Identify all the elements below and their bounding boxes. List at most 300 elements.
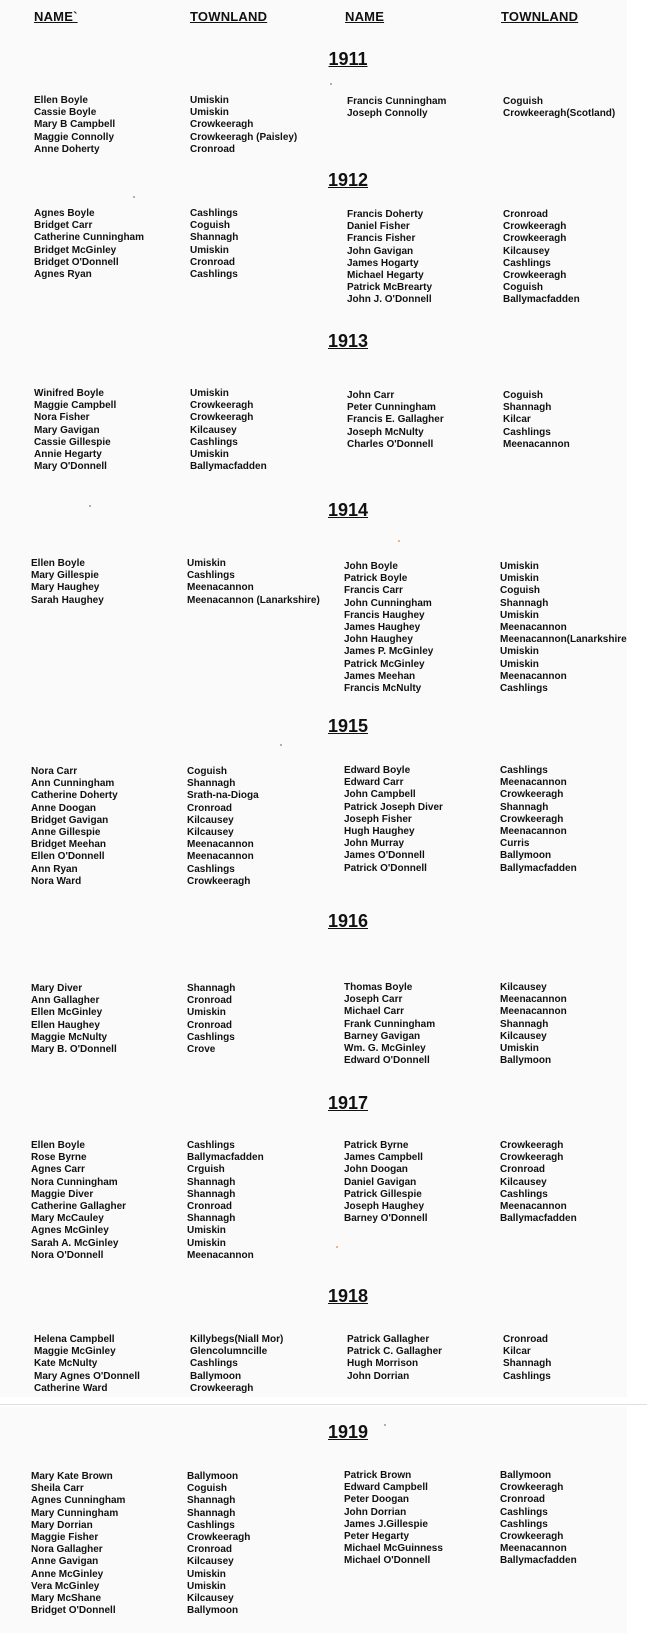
- girl-townland: Kilcausey: [187, 826, 234, 838]
- boy-name: Francis Cunningham: [347, 96, 447, 107]
- girl-name: Agnes Cunningham: [31, 1495, 126, 1507]
- page-gap: [0, 1397, 647, 1407]
- boy-name-column: [347, 96, 446, 120]
- girl-name: Mary Haughey: [31, 582, 100, 594]
- boy-name: Patrick McBrearty: [347, 282, 433, 294]
- boy-name: John Murray: [344, 838, 405, 850]
- girl-name: Nora Gallagher: [31, 1544, 103, 1556]
- girl-townland: Cronroad: [190, 143, 235, 155]
- girl-name: Annie Hegarty: [34, 448, 102, 460]
- year-heading: 1918: [327, 1286, 369, 1306]
- girl-name: Mary O'Donnell: [34, 461, 107, 473]
- boy-name: Edward Boyle: [344, 765, 411, 776]
- girl-townland: Killybegs(Niall Mor): [190, 1334, 284, 1345]
- boy-name-column: [344, 1140, 428, 1225]
- year-heading: 1912: [327, 170, 369, 190]
- boy-name: Barney Gavigan: [344, 1030, 421, 1042]
- boy-name: Joseph McNulty: [347, 426, 424, 438]
- girl-townland: Cashlings: [190, 436, 238, 448]
- boy-townland-column: [503, 390, 570, 451]
- girl-townland: Shannagh: [190, 232, 239, 244]
- boy-townland: Crowkeeragh: [500, 813, 564, 825]
- girl-townland: Cashlings: [187, 1031, 235, 1043]
- girl-townland: Umiskin: [187, 558, 226, 569]
- boy-townland: Meenacannon: [500, 621, 567, 633]
- boy-townland-column: [500, 765, 577, 875]
- boy-townland: Crowkeeragh: [503, 269, 567, 281]
- girl-townland: Cronroad: [187, 1544, 232, 1556]
- girl-name: Ellen Haughey: [31, 1019, 100, 1031]
- year-heading: 1911: [328, 49, 368, 69]
- girl-name: Mary B. O'Donnell: [31, 1043, 117, 1055]
- boy-name: James P. McGinley: [344, 646, 434, 658]
- girl-name: Bridget O'Donnell: [34, 256, 119, 268]
- girl-name-column: [31, 1471, 125, 1617]
- boy-townland: Ballymacfadden: [500, 862, 577, 874]
- speck: [89, 505, 91, 507]
- boy-name-column: [344, 561, 433, 695]
- girl-name: Vera McGinley: [31, 1580, 100, 1592]
- boy-name: Peter Cunningham: [347, 402, 436, 414]
- girl-name: Rose Byrne: [31, 1152, 87, 1164]
- boy-townland: Kilcausey: [500, 1030, 547, 1042]
- boy-name: Patrick Gallagher: [347, 1334, 430, 1345]
- boy-townland: Crowkeeragh: [500, 1530, 564, 1542]
- boy-townland: Shannagh: [500, 597, 549, 609]
- boy-townland: Ballymoon: [500, 850, 552, 862]
- girl-townland: Crowkeeragh: [190, 1382, 254, 1394]
- boy-townland: Ballymacfadden: [503, 294, 580, 306]
- girl-name: Ellen Boyle: [31, 558, 85, 569]
- boy-townland: Ballymacfadden: [500, 1555, 577, 1567]
- girl-townland: Umiskin: [190, 388, 229, 399]
- boy-name: Michael Carr: [344, 1006, 405, 1018]
- header-name-right: NAME: [345, 9, 385, 24]
- year-heading: 1919: [327, 1422, 369, 1442]
- girl-townland-column: [187, 766, 259, 888]
- boy-townland: Kilcar: [503, 414, 531, 426]
- girl-name: Bridget O'Donnell: [31, 1605, 116, 1617]
- girl-name-column: [34, 388, 116, 473]
- boy-name: Joseph Haughey: [344, 1200, 425, 1212]
- boy-townland-column: [500, 561, 627, 695]
- girl-name: Maggie Fisher: [31, 1531, 99, 1543]
- boy-townland: Cashlings: [503, 1370, 551, 1382]
- girl-townland-column: [190, 95, 297, 156]
- header-townland-right: TOWNLAND: [501, 9, 579, 24]
- girl-name: Mary Agnes O'Donnell: [34, 1370, 140, 1382]
- girl-name-column: [31, 766, 118, 888]
- girl-townland: Kilcausey: [190, 424, 237, 436]
- girl-name: Nora Fisher: [34, 412, 90, 424]
- boy-name: John Carr: [347, 390, 395, 401]
- boy-townland: Umiskin: [500, 561, 539, 572]
- girl-name: Mary Gavigan: [34, 424, 100, 436]
- boy-townland: Cronroad: [503, 209, 548, 220]
- boy-townland: Shannagh: [503, 402, 552, 414]
- boy-townland: Ballymoon: [500, 1055, 552, 1067]
- boy-townland: Coguish: [503, 390, 543, 401]
- girl-name: Catherine Doherty: [31, 790, 118, 802]
- girl-townland-column: [187, 1471, 250, 1617]
- girl-townland: Shannagh: [187, 983, 236, 994]
- boy-name: Joseph Fisher: [344, 813, 412, 825]
- girl-townland: Shannagh: [187, 1507, 236, 1519]
- boy-name: James O'Donnell: [344, 850, 425, 862]
- boy-name: Francis Doherty: [347, 209, 424, 220]
- boy-name: James Hogarty: [347, 257, 419, 269]
- boy-name: Francis E. Gallagher: [347, 414, 444, 426]
- boy-name-column: [347, 1334, 442, 1383]
- girl-townland: Cashlings: [190, 1358, 238, 1370]
- girl-townland: Meenacannon: [187, 839, 254, 851]
- boy-name-column: [347, 209, 432, 307]
- boy-townland: Kilcausey: [500, 1176, 547, 1188]
- boy-name: John Boyle: [344, 561, 398, 572]
- boy-townland: Cashlings: [500, 682, 548, 694]
- girl-name: Maggie Diver: [31, 1188, 94, 1200]
- boy-name: Barney O'Donnell: [344, 1213, 428, 1225]
- girl-name: Agnes McGinley: [31, 1225, 109, 1237]
- speck: [133, 196, 135, 198]
- girl-name: Maggie McGinley: [34, 1346, 116, 1358]
- header-name-left: NAME`: [34, 9, 78, 24]
- girl-name: Anne McGinley: [31, 1568, 104, 1580]
- year-heading: 1916: [327, 911, 369, 931]
- girl-name: Sarah Haughey: [31, 594, 104, 606]
- girl-townland-column: [187, 983, 235, 1056]
- girl-townland: Ballymoon: [187, 1605, 239, 1617]
- girl-name: Nora Cunningham: [31, 1176, 118, 1188]
- boy-townland: Coguish: [500, 585, 540, 597]
- boy-townland: Cronroad: [500, 1494, 545, 1506]
- boy-name: Thomas Boyle: [344, 982, 413, 993]
- girl-townland: Umiskin: [187, 1568, 226, 1580]
- boy-townland-column: [500, 1470, 577, 1568]
- girl-townland: Coguish: [190, 220, 230, 232]
- girl-townland-column: [190, 388, 267, 473]
- girl-townland: Coguish: [187, 1483, 227, 1495]
- girl-townland: Umiskin: [190, 107, 229, 119]
- boy-name: James Meehan: [344, 670, 416, 682]
- girl-name: Anne Doogan: [31, 802, 96, 814]
- girl-name: Winifred Boyle: [34, 388, 104, 399]
- girl-townland: Kilcausey: [187, 1592, 234, 1604]
- boy-name: Patrick O'Donnell: [344, 862, 427, 874]
- speck: [336, 1246, 338, 1248]
- boy-townland: Meenacannon: [500, 670, 567, 682]
- girl-townland: Cashlings: [187, 1140, 235, 1151]
- girl-townland: Cronroad: [190, 256, 235, 268]
- girl-name: Anne Doherty: [34, 143, 100, 155]
- girl-name: Kate McNulty: [34, 1358, 98, 1370]
- girl-townland: Cashlings: [187, 1519, 235, 1531]
- girl-name: Bridget Meehan: [31, 839, 107, 851]
- girl-name: Cassie Boyle: [34, 107, 97, 119]
- boy-townland: Umiskin: [500, 1042, 539, 1054]
- boy-townland: Shannagh: [500, 801, 549, 813]
- girl-name: Mary Kate Brown: [31, 1471, 113, 1482]
- boy-name: John Campbell: [344, 789, 416, 801]
- boy-name: Michael Hegarty: [347, 269, 424, 281]
- girl-townland: Shannagh: [187, 778, 236, 790]
- girl-townland: Ballymacfadden: [190, 461, 267, 473]
- boy-name: Francis Fisher: [347, 233, 416, 245]
- boy-townland: Crowkeeragh: [500, 789, 564, 801]
- girl-name: Mary Dorrian: [31, 1519, 93, 1531]
- boy-name: John J. O'Donnell: [347, 294, 432, 306]
- boy-name: John Cunningham: [344, 597, 432, 609]
- boy-name: Patrick Byrne: [344, 1140, 409, 1151]
- girl-townland: Ballymacfadden: [187, 1152, 264, 1164]
- girl-townland: Shannagh: [187, 1188, 236, 1200]
- boy-name: James J.Gillespie: [344, 1518, 428, 1530]
- speck: [384, 1424, 386, 1426]
- boy-townland: Cashlings: [500, 1188, 548, 1200]
- boy-townland: Meenacannon: [500, 1200, 567, 1212]
- boy-name: Frank Cunningham: [344, 1018, 436, 1030]
- girl-name: Maggie Connolly: [34, 131, 114, 143]
- girl-townland: Crguish: [187, 1164, 225, 1176]
- girl-townland: Shannagh: [187, 1495, 236, 1507]
- girl-name: Anne Gillespie: [31, 826, 101, 838]
- boy-townland: Shannagh: [503, 1358, 552, 1370]
- girl-name: Ann Cunningham: [31, 778, 115, 790]
- boy-name: John Gavigan: [347, 245, 414, 257]
- girl-name: Ellen O'Donnell: [31, 851, 105, 863]
- boy-townland: Crowkeeragh: [500, 1482, 564, 1494]
- girl-townland: Crowkeeragh (Paisley): [190, 131, 298, 143]
- boy-name-column: [344, 1470, 443, 1568]
- boy-name-column: [347, 390, 444, 451]
- girl-townland: Shannagh: [187, 1213, 236, 1225]
- boy-name: Patrick Joseph Diver: [344, 801, 443, 813]
- boy-townland: Cashlings: [503, 257, 551, 269]
- girl-townland: Umiskin: [187, 1007, 226, 1019]
- girl-name: Nora Carr: [31, 766, 78, 777]
- boy-townland: Ballymoon: [500, 1470, 552, 1481]
- boy-name: Edward Campbell: [344, 1482, 428, 1494]
- boy-townland: Meenacannon: [500, 777, 567, 789]
- girl-townland: Coguish: [187, 766, 227, 777]
- girl-name-column: [31, 558, 104, 607]
- boy-townland: Meenacannon(Lanarkshire: [500, 634, 627, 646]
- boy-name: James Campbell: [344, 1152, 423, 1164]
- header-townland-left: TOWNLAND: [190, 9, 268, 24]
- girl-townland: Cashlings: [187, 570, 235, 582]
- girl-townland: Cronroad: [187, 1019, 232, 1031]
- boy-name: Patrick Brown: [344, 1470, 412, 1481]
- girl-townland: Cronroad: [187, 802, 232, 814]
- boy-townland: Meenacannon: [500, 994, 567, 1006]
- boy-townland: Umiskin: [500, 573, 539, 585]
- girl-townland: Meenacannon: [187, 1249, 254, 1261]
- boy-name: Joseph Carr: [344, 994, 403, 1006]
- boy-name: Patrick C. Gallagher: [347, 1346, 443, 1358]
- girl-townland: Glencolumncille: [190, 1346, 268, 1358]
- girl-townland: Umiskin: [190, 448, 229, 460]
- boy-name: Patrick McGinley: [344, 658, 425, 670]
- boy-townland: Umiskin: [500, 658, 539, 670]
- girl-name: Cassie Gillespie: [34, 436, 111, 448]
- girl-name: Mary Gillespie: [31, 570, 99, 582]
- boy-townland: Curris: [500, 838, 530, 850]
- girl-name: Nora Ward: [31, 875, 82, 887]
- girl-name: Mary B Campbell: [34, 119, 116, 131]
- boy-name: Peter Hegarty: [344, 1530, 410, 1542]
- girl-name: Bridget Carr: [34, 220, 93, 232]
- girl-name: Catherine Cunningham: [34, 232, 145, 244]
- boy-townland: Crowkeeragh: [500, 1152, 564, 1164]
- boy-name: John Doogan: [344, 1164, 408, 1176]
- girl-townland: Umiskin: [190, 95, 229, 106]
- girl-name: Mary Diver: [31, 983, 83, 994]
- boy-name: John Dorrian: [347, 1370, 410, 1382]
- boy-name: Daniel Gavigan: [344, 1176, 417, 1188]
- boy-name: Daniel Fisher: [347, 221, 410, 233]
- girl-name: Maggie Campbell: [34, 400, 117, 412]
- girl-name: Anne Gavigan: [31, 1556, 99, 1568]
- boy-townland: Crowkeeragh(Scotland): [503, 108, 616, 120]
- boy-townland: Cronroad: [503, 1334, 548, 1345]
- girl-townland: Umiskin: [187, 1237, 226, 1249]
- year-heading: 1913: [327, 331, 369, 351]
- boy-townland: Shannagh: [500, 1018, 549, 1030]
- boy-name-column: [344, 982, 435, 1067]
- speck: [280, 744, 282, 746]
- boy-townland-column: [503, 209, 580, 307]
- girl-townland: Umiskin: [190, 244, 229, 256]
- boy-townland-column: [500, 1140, 577, 1225]
- girl-name-column: [31, 983, 117, 1056]
- girl-name: Sheila Carr: [31, 1483, 84, 1495]
- boy-townland: Cashlings: [500, 1518, 548, 1530]
- girl-townland: Ballymoon: [190, 1370, 242, 1382]
- boy-townland: Umiskin: [500, 609, 539, 621]
- girl-townland: Meenacannon (Lanarkshire): [187, 594, 320, 606]
- boy-name: Patrick Boyle: [344, 573, 408, 585]
- boy-townland: Cashlings: [503, 426, 551, 438]
- boy-townland: Kilcausey: [503, 245, 550, 257]
- girl-townland: Cashlings: [187, 863, 235, 875]
- girl-townland: Umiskin: [187, 1580, 226, 1592]
- girl-townland: Crowkeeragh: [190, 119, 254, 131]
- boy-townland: Meenacannon: [500, 1006, 567, 1018]
- boy-townland-column: [503, 96, 615, 120]
- boy-townland: Ballymacfadden: [500, 1213, 577, 1225]
- girl-townland-column: [190, 1334, 283, 1395]
- boy-name: Francis Haughey: [344, 609, 425, 621]
- girl-townland: Crove: [187, 1043, 216, 1055]
- boy-name: Francis McNulty: [344, 682, 422, 694]
- boy-name: Hugh Morrison: [347, 1358, 419, 1370]
- boy-name: Edward Carr: [344, 777, 404, 789]
- girl-townland-column: [187, 558, 320, 607]
- girl-townland: Cashlings: [190, 208, 238, 219]
- year-heading: 1914: [327, 500, 369, 520]
- boy-townland: Crowkeeragh: [503, 233, 567, 245]
- boy-townland: Coguish: [503, 282, 543, 294]
- girl-townland: Meenacannon: [187, 851, 254, 863]
- boy-name: Charles O'Donnell: [347, 438, 434, 450]
- girl-townland: Meenacannon: [187, 582, 254, 594]
- boy-name: Hugh Haughey: [344, 825, 415, 837]
- year-heading: 1917: [327, 1093, 369, 1113]
- girl-name: Ellen Boyle: [31, 1140, 85, 1151]
- girl-name: Ellen Boyle: [34, 95, 88, 106]
- girl-name: Sarah A. McGinley: [31, 1237, 119, 1249]
- girl-name: Agnes Carr: [31, 1164, 85, 1176]
- girl-name: Nora O'Donnell: [31, 1249, 104, 1261]
- girl-name: Agnes Boyle: [34, 208, 95, 219]
- girl-name: Catherine Ward: [34, 1382, 108, 1394]
- girl-townland: Crowkeeragh: [190, 400, 254, 412]
- girl-name: Agnes Ryan: [34, 268, 92, 280]
- girl-townland: Kilcausey: [187, 814, 234, 826]
- boy-townland: Meenacannon: [500, 1543, 567, 1555]
- girl-name-column: [34, 1334, 140, 1395]
- boy-townland: Crowkeeragh: [503, 221, 567, 233]
- girl-townland: Crowkeeragh: [190, 412, 254, 424]
- speck: [398, 540, 400, 542]
- girl-townland: Umiskin: [187, 1225, 226, 1237]
- boy-name: John Haughey: [344, 634, 413, 646]
- boy-townland: Cashlings: [500, 765, 548, 776]
- girl-townland: Cronroad: [187, 995, 232, 1007]
- boy-townland: Meenacannon: [503, 438, 570, 450]
- boy-name-column: [344, 765, 443, 875]
- boy-name: Peter Doogan: [344, 1494, 410, 1506]
- girl-townland: Ballymoon: [187, 1471, 239, 1482]
- girl-townland: Cashlings: [190, 268, 238, 280]
- boy-townland: Meenacannon: [500, 825, 567, 837]
- girl-townland-column: [187, 1140, 264, 1262]
- boy-townland: Coguish: [503, 96, 543, 107]
- speck: [330, 83, 332, 85]
- boy-name: Michael O'Donnell: [344, 1555, 431, 1567]
- boy-name: Francis Carr: [344, 585, 403, 597]
- girl-townland-column: [190, 208, 238, 281]
- boy-townland-column: [503, 1334, 551, 1383]
- girl-name-column: [34, 95, 115, 156]
- girl-name: Helena Campbell: [34, 1334, 115, 1345]
- girl-name: Ann Ryan: [31, 863, 78, 875]
- page-divider: [0, 1404, 647, 1405]
- boy-name: John Dorrian: [344, 1506, 407, 1518]
- girl-townland: Kilcausey: [187, 1556, 234, 1568]
- boy-townland: Kilcar: [503, 1346, 531, 1358]
- girl-name: Bridget Gavigan: [31, 814, 109, 826]
- year-heading: 1915: [327, 716, 369, 736]
- boy-name: Michael McGuinness: [344, 1543, 443, 1555]
- boy-townland: Kilcausey: [500, 982, 547, 993]
- girl-name-column: [31, 1140, 126, 1262]
- girl-townland: Crowkeeragh: [187, 875, 251, 887]
- girl-townland: Shannagh: [187, 1176, 236, 1188]
- girl-name: Ellen McGinley: [31, 1007, 103, 1019]
- girl-name-column: [34, 208, 144, 281]
- girl-townland: Cronroad: [187, 1200, 232, 1212]
- boy-townland: Umiskin: [500, 646, 539, 658]
- girl-name: Catherine Gallagher: [31, 1200, 127, 1212]
- girl-townland: Crowkeeragh: [187, 1531, 251, 1543]
- boy-townland: Cronroad: [500, 1164, 545, 1176]
- girl-townland: Srath-na-Dioga: [187, 790, 259, 802]
- girl-name: Mary Cunningham: [31, 1507, 119, 1519]
- boy-name: James Haughey: [344, 621, 421, 633]
- boy-townland-column: [500, 982, 567, 1067]
- boy-name: Wm. G. McGinley: [344, 1042, 426, 1054]
